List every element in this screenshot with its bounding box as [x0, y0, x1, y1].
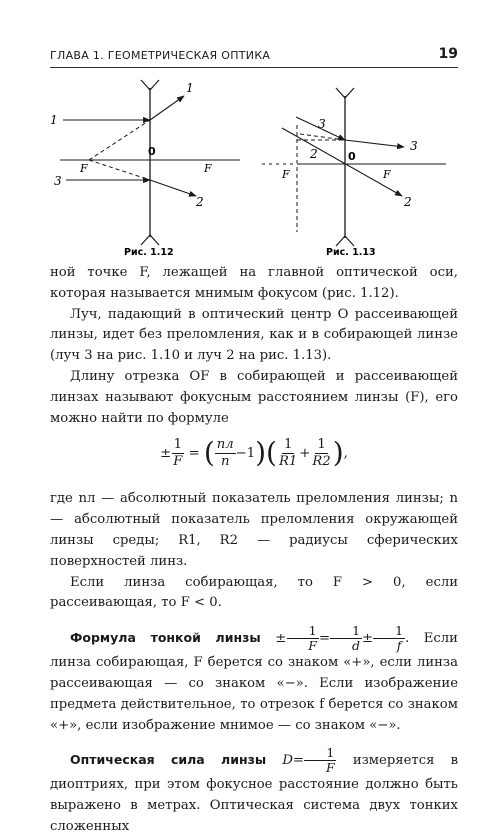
label-center-0: 0: [148, 145, 156, 158]
paragraph-2: Луч, падающий в оптический центр O рассеивающей линзы, идет без преломления, как и в собирающей линзе (луч 3 на рис. 1.10 и луч 2 на рис. 1.13).: [50, 306, 458, 364]
figure-1-12: [50, 80, 240, 258]
paragraph-1: ной точке F, лежащей на главной оптической оси, которая называется мнимым фокусом (рис. 1.12).: [50, 265, 458, 301]
thin-lens-text: Если линза собирающая, F берется со знаком «+», если линза рассеивающая — со знаком «−». Если изображение предмета действительное, то отрезок f берется со знаком «+», если изображение мнимое — со знаком «−».: [50, 631, 458, 733]
figure-1-13: [258, 88, 446, 258]
ray-3-out: [150, 180, 196, 196]
label-ray-1-in: 1: [50, 113, 58, 127]
ray-3-out: [345, 140, 404, 147]
label-focus-left: F: [282, 168, 290, 181]
label-ray-3-end: 3: [410, 139, 418, 153]
paragraph-4: где nл — абсолютный показатель преломления линзы; n — абсолютный показатель преломления окружающей линзы среды; R1, R2 — радиусы сферических поверхностей линз.: [50, 491, 458, 569]
label-ray-2: 2: [196, 195, 204, 209]
optical-power-heading: Оптическая сила линзы: [70, 752, 267, 768]
label-focus-right: F: [383, 168, 391, 181]
label-focus-left: F: [80, 162, 88, 175]
body-text: [50, 263, 458, 838]
thin-lens-heading: Формула тонкой линзы: [70, 630, 261, 646]
optical-power-section: Оптическая сила линзы D= $\frac{1}{F}$ измеряется в диоптриях, при этом фокусное расстояние должно быть выражено в метрах. Оптическая система двух тонких сложенных: [50, 745, 458, 834]
ray-1-out: [150, 96, 184, 120]
label-ray-2-mid: 2: [310, 147, 318, 161]
chapter-title: ГЛАВА 1. ГЕОМЕТРИЧЕСКАЯ ОПТИКА: [50, 49, 271, 62]
figures-area: [0, 0, 500, 262]
label-ray-2-end: 2: [404, 195, 412, 209]
caption-fig-1-13: Рис. 1.13: [326, 247, 376, 258]
label-focus-right: F: [204, 162, 212, 175]
page-number: 19: [438, 46, 458, 62]
label-ray-3-top: 3: [318, 117, 326, 131]
optical-power-text: измеряется в диоптриях, при этом фокусное расстояние должно быть выражено в метрах. Оптическая система двух тонких сложенных: [50, 753, 458, 834]
paragraph-5: Если линза собирающая, то F > 0, если рассеивающая, то F < 0.: [50, 574, 458, 611]
ray-1-extension: [89, 120, 150, 160]
paragraph-3: Длину отрезка OF в собирающей и рассеивающей линзах называют фокусным расстоянием линзы (F), его можно найти по формуле: [50, 368, 458, 426]
thin-lens-section: Формула тонкой линзы ± $\frac{1}{F}$ = $\frac{1}{d}$ ± $\frac{1}{f}$ . Если линза собирающая, F берется со знаком «+», если линза рассеивающая — со знаком «−». Если изображение предмета действительное, то отрезок f берется со знаком «+», если изображение мнимое — со знаком «−».: [50, 623, 458, 733]
ray-3-extension: [89, 160, 150, 180]
caption-fig-1-12: Рис. 1.12: [124, 247, 174, 258]
lens-maker-formula: ± $\frac{1}{F}$ = ( $\frac{nл}{n}$ −1)( $\frac{1}{R1}$ + $\frac{1}{R2}$ ),: [160, 436, 348, 470]
label-ray-3: 3: [54, 174, 62, 188]
label-ray-1: 1: [186, 81, 194, 95]
label-center-0: 0: [348, 150, 356, 163]
